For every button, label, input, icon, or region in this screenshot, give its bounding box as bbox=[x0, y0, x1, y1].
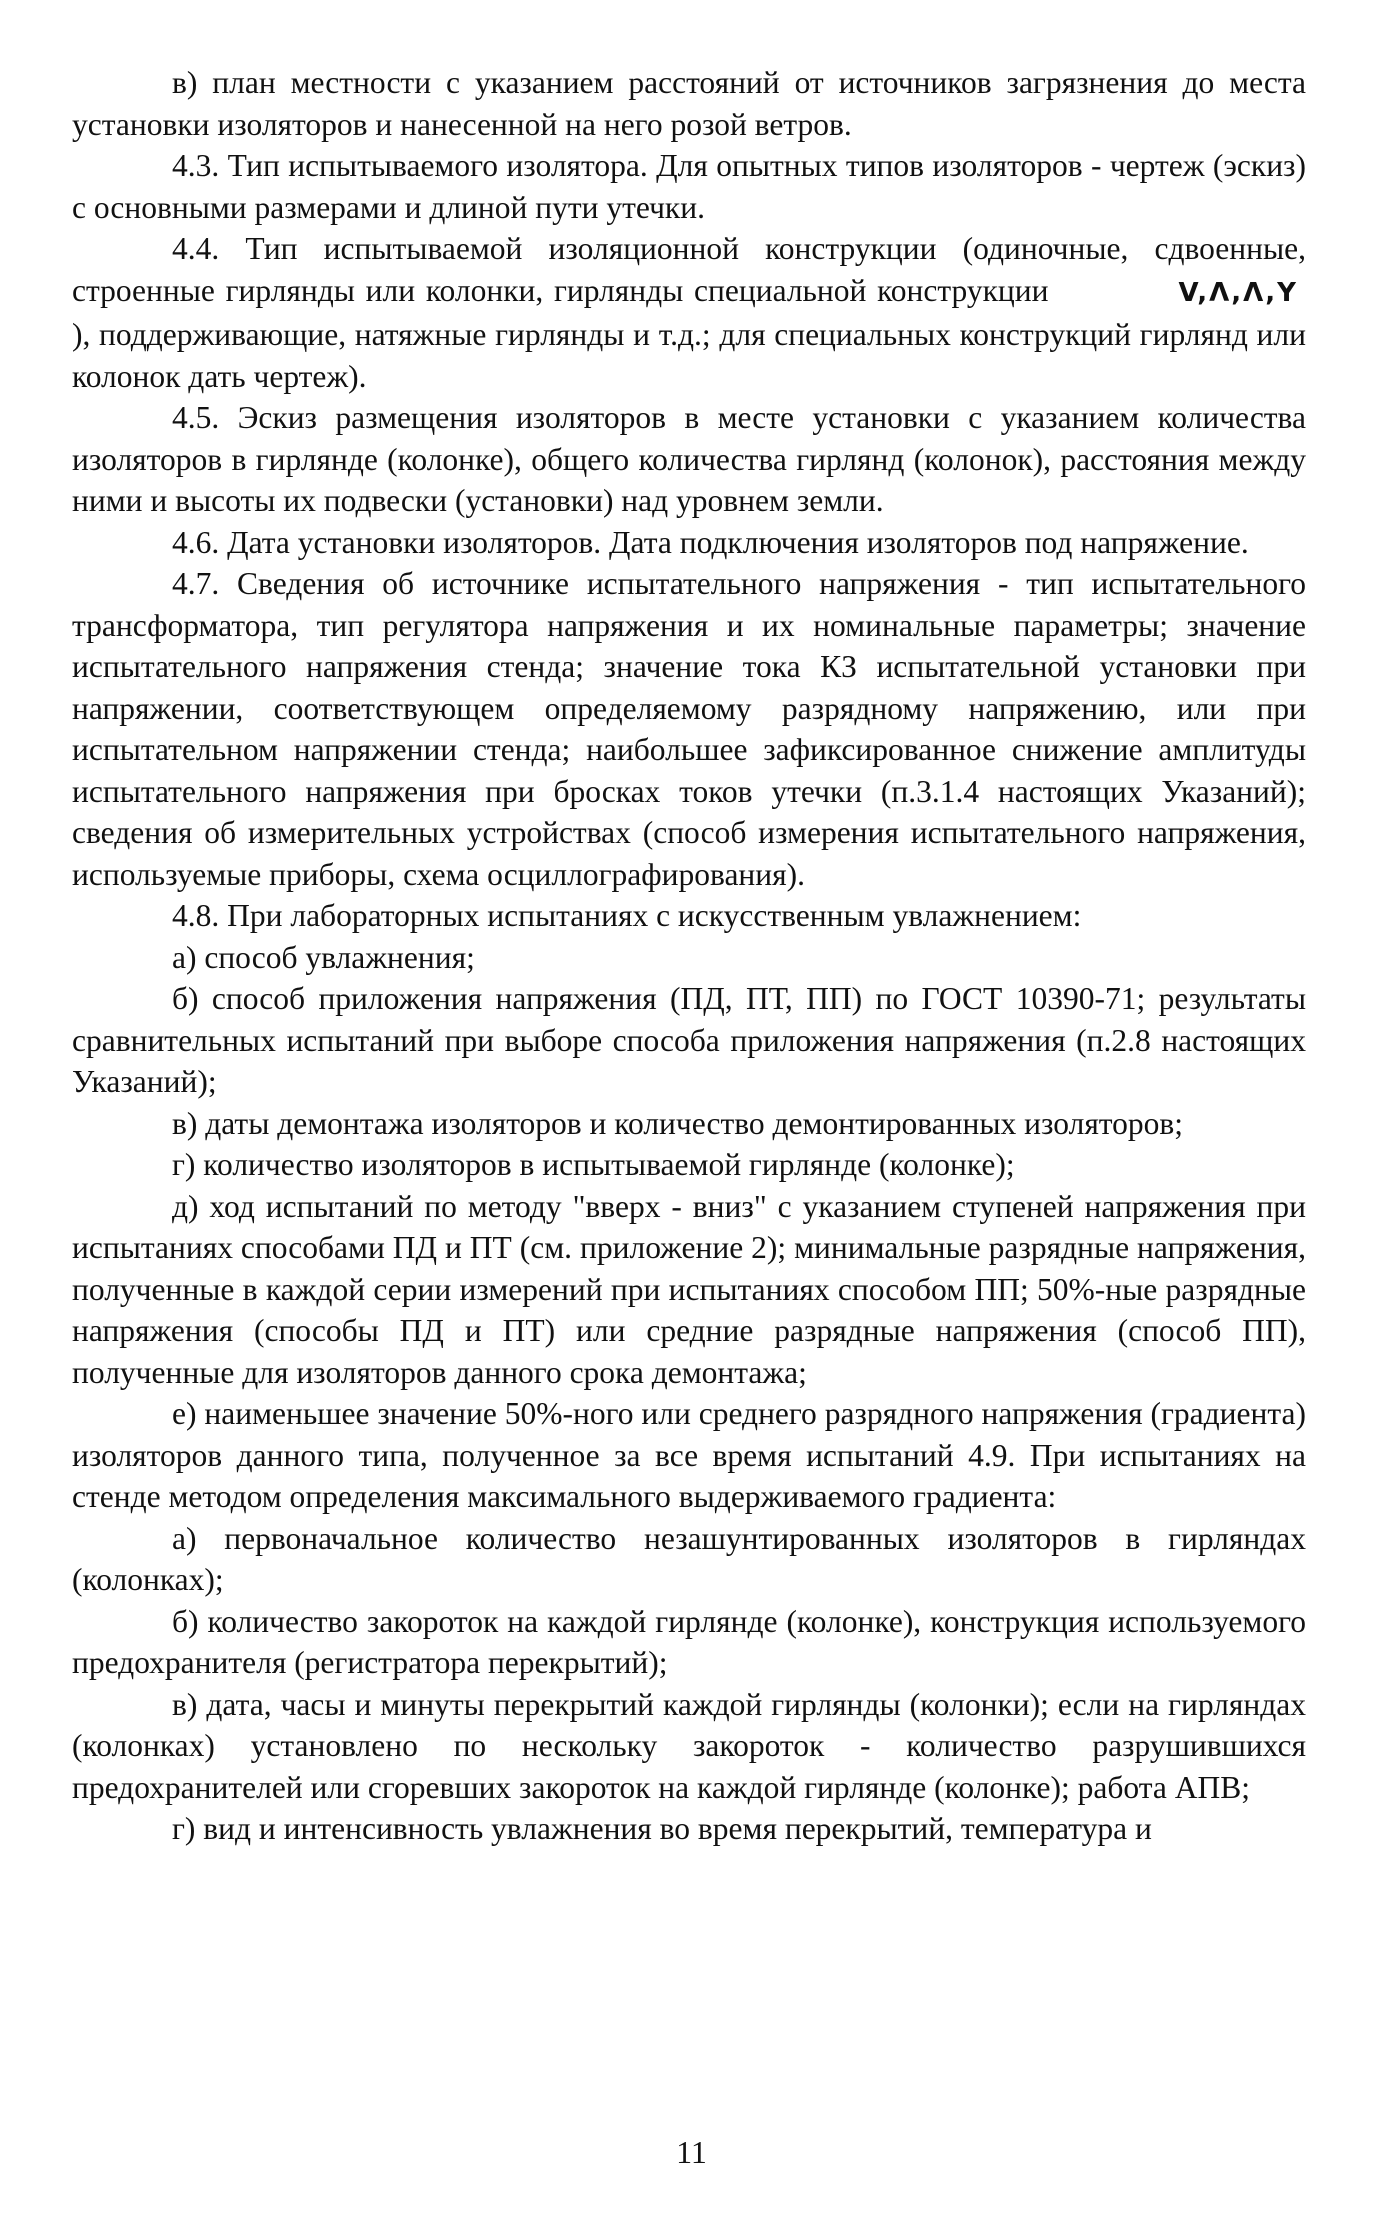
paragraph-4-3: 4.3. Тип испытываемого изолятора. Для опытных типов изоляторов - чертеж (эскиз) с основными размерами и длиной пути утечки. bbox=[72, 148, 1306, 225]
list-item-e: е) наименьшее значение 50%-ного или среднего разрядного напряжения (градиента) изоляторов данного типа, полученное за все время испытаний 4.9. При испытаниях на стенде методом определения максимального выдерживаемого градиента: bbox=[72, 1396, 1306, 1514]
paragraph-4-7: 4.7. Сведения об источнике испытательного напряжения - тип испытательного трансформатора, тип регулятора напряжения и их номинальные параметры; значение испытательного напряжения стенда; значение тока КЗ испытательной установки при напряжении, соответствующем определяемому разрядному напряжению, или при испытательном напряжении стенда; наибольшее зафиксированное снижение амплитуды испытательного напряжения при бросках токов утечки (п.3.1.4 настоящих Указаний); сведения об измерительных устройствах (способ измерения испытательного напряжения, используемые приборы, схема осциллографирования). bbox=[72, 566, 1306, 892]
document-page bbox=[72, 62, 1306, 1850]
list-item-4-9-g: г) вид и интенсивность увлажнения во время перекрытий, температура и bbox=[172, 1811, 1152, 1846]
list-item-b: б) способ приложения напряжения (ПД, ПТ, ПП) по ГОСТ 10390-71; результаты сравнительных испытаний при выборе способа приложения напряжения (п.2.8 настоящих Указаний); bbox=[72, 981, 1306, 1099]
page-number: 11 bbox=[676, 2134, 707, 2170]
list-item-g: г) количество изоляторов в испытываемой гирлянде (колонке); bbox=[172, 1147, 1015, 1182]
paragraph-4-4 bbox=[72, 228, 1306, 397]
list-item-4-9-a: а) первоначальное количество незашунтированных изоляторов в гирляндах (колонках); bbox=[72, 1520, 1306, 1597]
list-item-4-9-v: в) дата, часы и минуты перекрытий каждой гирлянды (колонки); если на гирляндах (колонках) установлено по нескольку закороток - количество разрушившихся предохранителей или сгоревших закороток на каждой гирлянде (колонке); работа АПВ; bbox=[72, 1686, 1306, 1805]
paragraph-4-8: 4.8. При лабораторных испытаниях с искусственным увлажнением: bbox=[172, 898, 1082, 933]
paragraph-4-4-text-end: ), поддерживающие, натяжные гирлянды и т.д.; для специальных конструкций гирлянд или колонок дать чертеж). bbox=[72, 317, 1306, 394]
paragraph-4-4-text-start: 4.4. Тип испытываемой изоляционной конструкции (одиночные, сдвоенные, строенные гирлянды или колонки, гирлянды специальной конструкции bbox=[72, 231, 1306, 308]
list-item-4-9-b: б) количество закороток на каждой гирлянде (колонке), конструкция используемого предохранителя (регистратора перекрытий); bbox=[72, 1603, 1306, 1680]
paragraph-4-6: 4.6. Дата установки изоляторов. Дата подключения изоляторов под напряжение. bbox=[172, 524, 1249, 560]
paragraph-4-5: 4.5. Эскиз размещения изоляторов в месте установки с указанием количества изоляторов в гирлянде (колонке), общего количества гирлянд (колонок), расстояния между ними и высоты их подвески (установки) над уровнем земли. bbox=[72, 400, 1306, 518]
list-item-a: а) способ увлажнения; bbox=[172, 939, 475, 975]
paragraph-plan: в) план местности с указанием расстояний от источников загрязнения до места установки изоляторов и нанесенной на него розой ветров. bbox=[72, 65, 1306, 142]
list-item-v: в) даты демонтажа изоляторов и количество демонтированных изоляторов; bbox=[172, 1105, 1184, 1141]
construction-shapes-symbols: V,Λ,Ʌ,Y bbox=[1178, 277, 1298, 308]
list-item-d: д) ход испытаний по методу "вверх - вниз" с указанием ступеней напряжения при испытаниях способами ПД и ПТ (см. приложение 2); минимальные разрядные напряжения, полученные в каждой серии измерений при испытаниях способом ПП; 50%-ные разрядные напряжения (способы ПД и ПТ) или средние разрядные напряжения (способ ПП), полученные для изоляторов данного срока демонтажа; bbox=[72, 1188, 1306, 1390]
